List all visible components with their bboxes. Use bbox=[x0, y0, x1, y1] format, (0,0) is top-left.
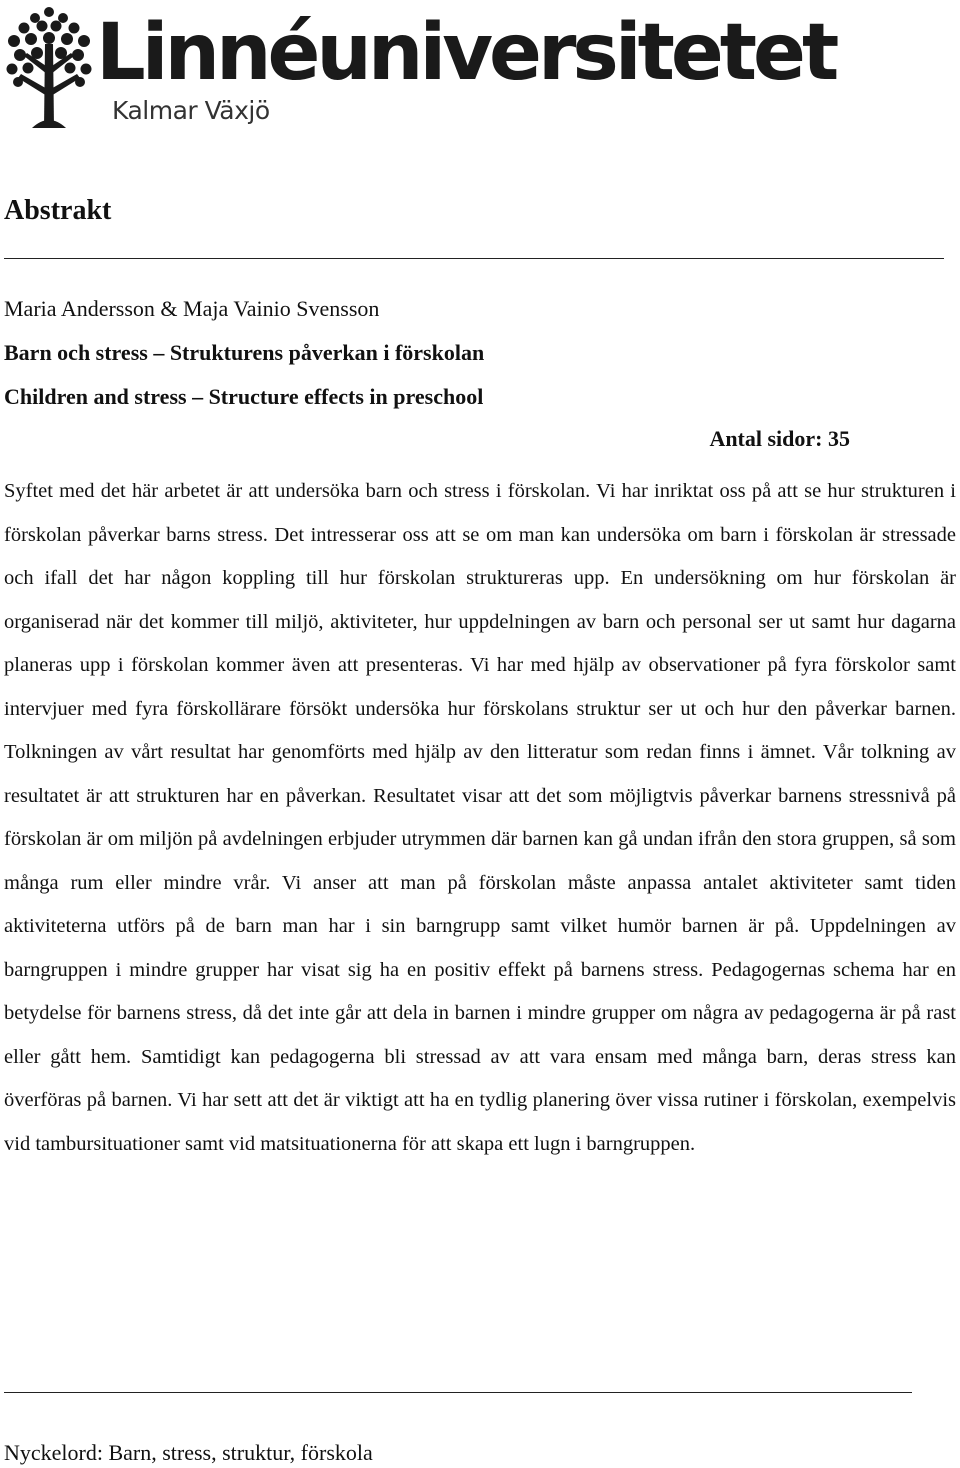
keywords: Nyckelord: Barn, stress, struktur, förskola bbox=[4, 1440, 373, 1465]
page-heading: Abstrakt bbox=[4, 195, 112, 226]
thesis-title-swedish: Barn och stress – Strukturens påverkan i förskolan bbox=[4, 340, 485, 365]
divider-bottom bbox=[4, 1392, 912, 1393]
university-logo bbox=[0, 0, 836, 140]
page-count: Antal sidor: 35 bbox=[709, 426, 850, 451]
tree-icon bbox=[4, 4, 94, 128]
divider-top bbox=[4, 258, 944, 259]
university-campuses: Kalmar Växjö bbox=[112, 96, 270, 125]
abstract-text: Syftet med det här arbetet är att undersöka barn och stress i förskolan. Vi har inriktat oss på att se hur strukturen i förskolan påverkar barns stress. Det intresserar oss att se om man kan undersöka om barn i förskolan är stressade och ifall det har någon koppling till hur förskolan struktureras upp. En undersökning om hur förskolan är organiserad när det kommer till miljö, aktiviteter, hur uppdelningen av barn och personal ser ut samt hur dagarna planeras upp i förskolan kommer även att presenteras. Vi har med hjälp av observationer på fyra förskolor samt intervjuer med fyra förskollärare försökt undersöka hur förskolans struktur ser ut och hur den påverkar barnen. Tolkningen av vårt resultat har genomförts med hjälp av den litteratur som redan finns i ämnet. Vår tolkning av resultatet är att strukturen har en påverkan. Resultatet visar att det som möjligtvis påverkar barnens stressnivå på förskolan är om miljön på avdelningen erbjuder utrymmen där barnen kan gå undan ifrån den stora gruppen, så som många rum eller mindre vrår. Vi anser att man på förskolan måste anpassa antalet aktiviteter samt tiden aktiviteterna utförs på de barn man har i sin barngrupp samt vilket humör barnen är på. Uppdelningen av barngruppen i mindre grupper har visat sig ha en positiv effekt på barnens stress. Pedagogernas schema har en betydelse för barnens stress, då det inte går att dela in barnen i mindre grupper om några av pedagogerna är på rast eller gått hem. Samtidigt kan pedagogerna bli stressad av att vara ensam med många barn, deras stress kan överföras på barnen. Vi har sett att det är viktigt att ha en tydlig planering över vissa rutiner i förskolan, exempelvis vid tambursituationer samt vid matsituationerna för att skapa ett lugn i barngruppen. bbox=[4, 480, 956, 1155]
thesis-title-english: Children and stress – Structure effects in preschool bbox=[4, 384, 484, 409]
university-name: Linnéuniversitetet bbox=[96, 8, 836, 98]
authors: Maria Andersson & Maja Vainio Svensson bbox=[4, 296, 380, 321]
